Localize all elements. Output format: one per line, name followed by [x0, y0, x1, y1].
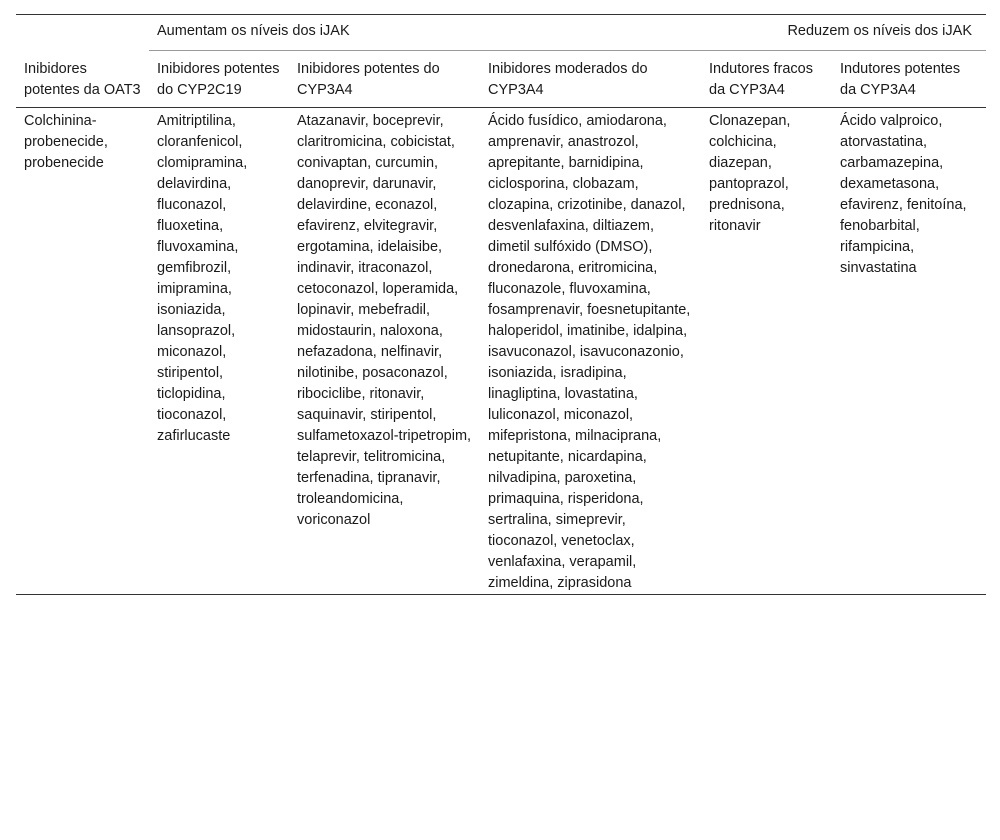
column-header-cyp3a4-moderate: Inibidores moderados do CYP3A4 — [488, 61, 648, 98]
drug-interaction-table-wrapper — [16, 14, 986, 595]
group-header-increase: Aumentam os níveis dos iJAK — [149, 15, 701, 51]
cell-cyp3a4-potent-inducers: Ácido valproico, atorvastatina, carbamazepina, dexametasona, efavirenz, fenitoína, fenobarbital, rifampicina, sinvastatina — [840, 113, 967, 276]
column-header-cyp2c19: Inibidores potentes do CYP2C19 — [157, 61, 280, 98]
cell-cyp3a4-potent-inhibitors: Atazanavir, boceprevir, claritromicina, cobicistat, conivaptan, curcumin, danoprevir, darunavir, delavirdine, econazol, efavirenz, elvitegravir, ergotamina, idelaisibe, indinavir, itraconazol, cetoconazol, loperamida, lopinavir, mebefradil, midostaurin, naloxona, nefazadona, nelfinavir, nilotinibe, posaconazol, ribociclibe, ritonavir, saquinavir, stiripentol, sulfametoxazol-tripetropim, telaprevir, telitromicina, terfenadina, tipranavir, troleandomicina, voriconazol — [297, 113, 472, 528]
cell-cyp3a4-moderate-inhibitors: Ácido fusídico, amiodarona, amprenavir, anastrozol, aprepitante, barnidipina, ciclosporina, clobazam, clozapina, crizotinibe, danazol, desvenlafaxina, diltiazem, dimetil sulfóxido (DMSO), dronedarona, eritromicina, fluconazole, fluvoxamina, fosamprenavir, foesnetupitante, haloperidol, imatinibe, idalpina, isavuconazol, isavuconazonio, isoniazida, isradipina, linagliptina, lovastatina, luliconazol, miconazol, mifepristona, milnaciprana, netupitante, nicardapina, nilvadipina, paroxetina, primaquina, risperidona, sertralina, simeprevir, tioconazol, venetoclax, venlafaxina, verapamil, zimeldina, ziprasidona — [488, 113, 691, 591]
table-row — [16, 108, 986, 595]
cell-cyp3a4-weak-inducers: Clonazepan, colchicina, diazepan, pantoprazol, prednisona, ritonavir — [709, 113, 791, 234]
column-header-potent-inducers: Indutores potentes da CYP3A4 — [840, 61, 961, 98]
group-header-reduce: Reduzem os níveis dos iJAK — [701, 15, 986, 51]
group-header-row — [16, 15, 986, 51]
drug-interaction-table — [16, 14, 986, 595]
cell-cyp2c19-inhibitors: Amitriptilina, cloranfenicol, clomipramina, delavirdina, fluconazol, fluoxetina, fluvoxamina, gemfibrozil, imipramina, isoniazida, lansoprazol, miconazol, stiripentol, ticlopidina, tioconazol, zafirlucaste — [157, 113, 248, 444]
group-header-empty — [16, 15, 149, 51]
column-header-oat3: Inibidores potentes da OAT3 — [24, 60, 141, 98]
column-header-row — [16, 51, 986, 108]
column-header-cyp3a4-potent: Inibidores potentes do CYP3A4 — [297, 61, 440, 98]
column-header-weak-inducers: Indutores fracos da CYP3A4 — [709, 61, 813, 98]
cell-oat3-inhibitors: Colchinina-probenecide, probenecide — [24, 113, 108, 171]
